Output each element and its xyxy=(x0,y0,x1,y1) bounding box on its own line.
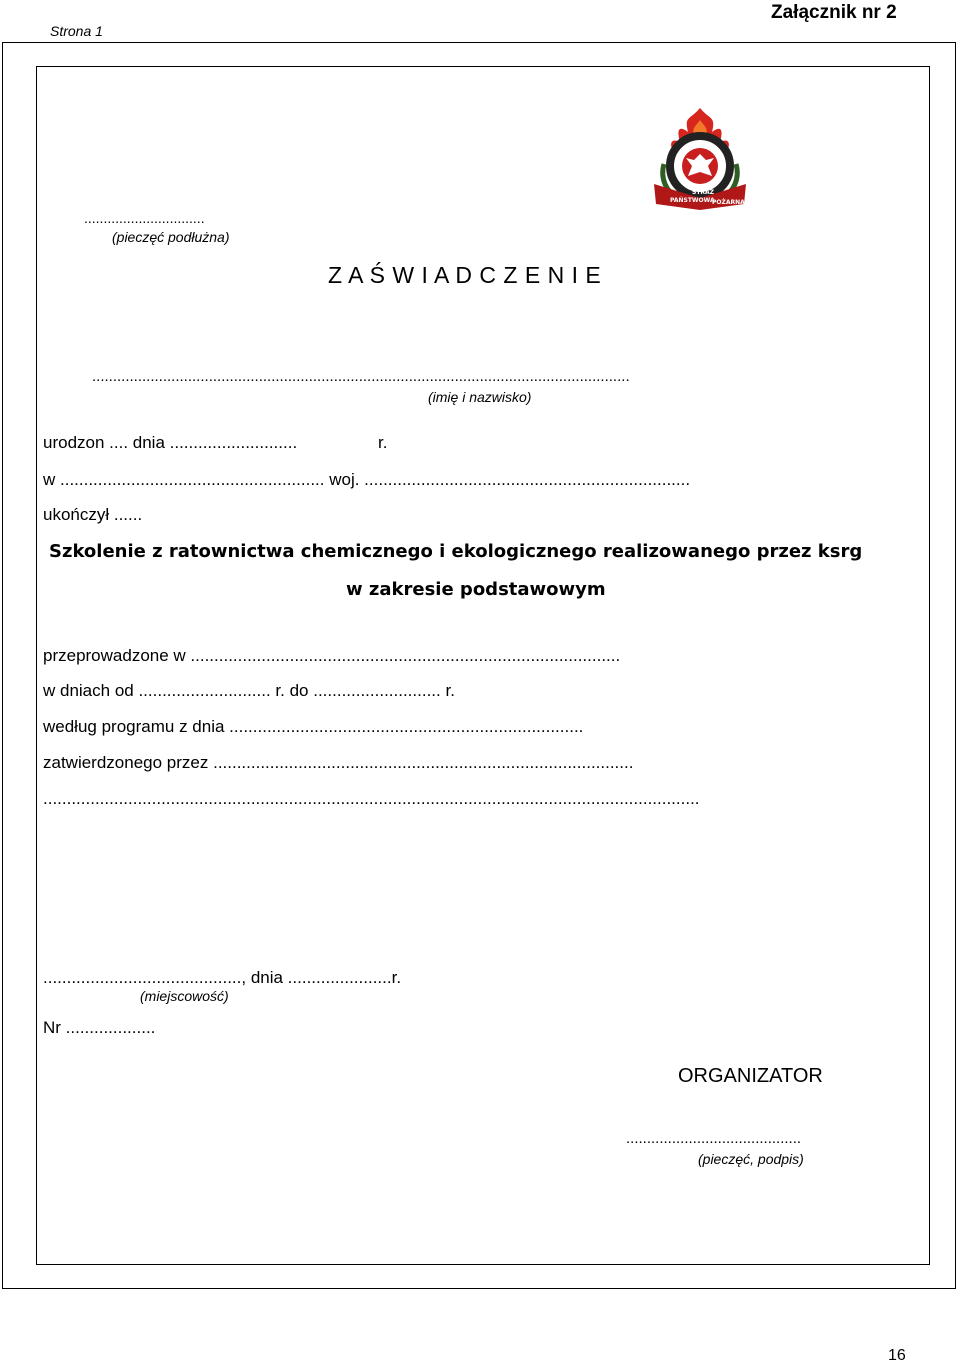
name-dots: ................................................................................................................................. xyxy=(92,368,630,385)
fire-service-emblem xyxy=(650,106,750,212)
course-title-line1: Szkolenie z ratownictwa chemicznego i ekologicznego realizowanego przez ksrg xyxy=(49,541,863,562)
ribbon-text-right: POŻARNA xyxy=(712,199,745,206)
program-field: według programu z dnia ........................................................................... xyxy=(43,717,584,736)
stamp-dots: ............................... xyxy=(84,210,205,226)
ribbon-text-mid: STRAŻ xyxy=(692,189,715,196)
stamp-caption: (pieczęć podłużna) xyxy=(112,229,230,245)
document-number: Nr ................... xyxy=(43,1018,156,1037)
place-field: w ........................................................ woj. ..................................................................... xyxy=(43,470,691,489)
attachment-label: Załącznik nr 2 xyxy=(771,2,897,23)
page-label: Strona 1 xyxy=(50,23,103,39)
ribbon-text-left: PAŃSTWOWA xyxy=(670,197,715,204)
days-field: w dniach od ............................ r. do ........................... r. xyxy=(43,681,455,700)
place-caption: (miejscowość) xyxy=(140,988,229,1004)
approved-extra-line: ........................................................................................................................................... xyxy=(43,789,700,808)
place-date-line: .........................................., dnia ......................r. xyxy=(43,968,402,987)
name-caption: (imię i nazwisko) xyxy=(428,389,532,405)
course-title-line2: w zakresie podstawowym xyxy=(346,579,606,600)
page-number: 16 xyxy=(888,1347,906,1364)
approved-field: zatwierdzonego przez ......................................................................................... xyxy=(43,753,634,772)
organizer-label: ORGANIZATOR xyxy=(678,1065,823,1087)
organizer-dots: .......................................... xyxy=(626,1130,802,1147)
born-year-suffix: r. xyxy=(378,433,388,452)
born-field: urodzon .... dnia ........................... xyxy=(43,433,298,452)
completed-field: ukończył ...... xyxy=(43,505,143,524)
conducted-field: przeprowadzone w ........................................................................................... xyxy=(43,646,621,665)
organizer-caption: (pieczęć, podpis) xyxy=(698,1151,804,1167)
document-title: Z A Ś W I A D C Z E N I E xyxy=(328,262,602,288)
